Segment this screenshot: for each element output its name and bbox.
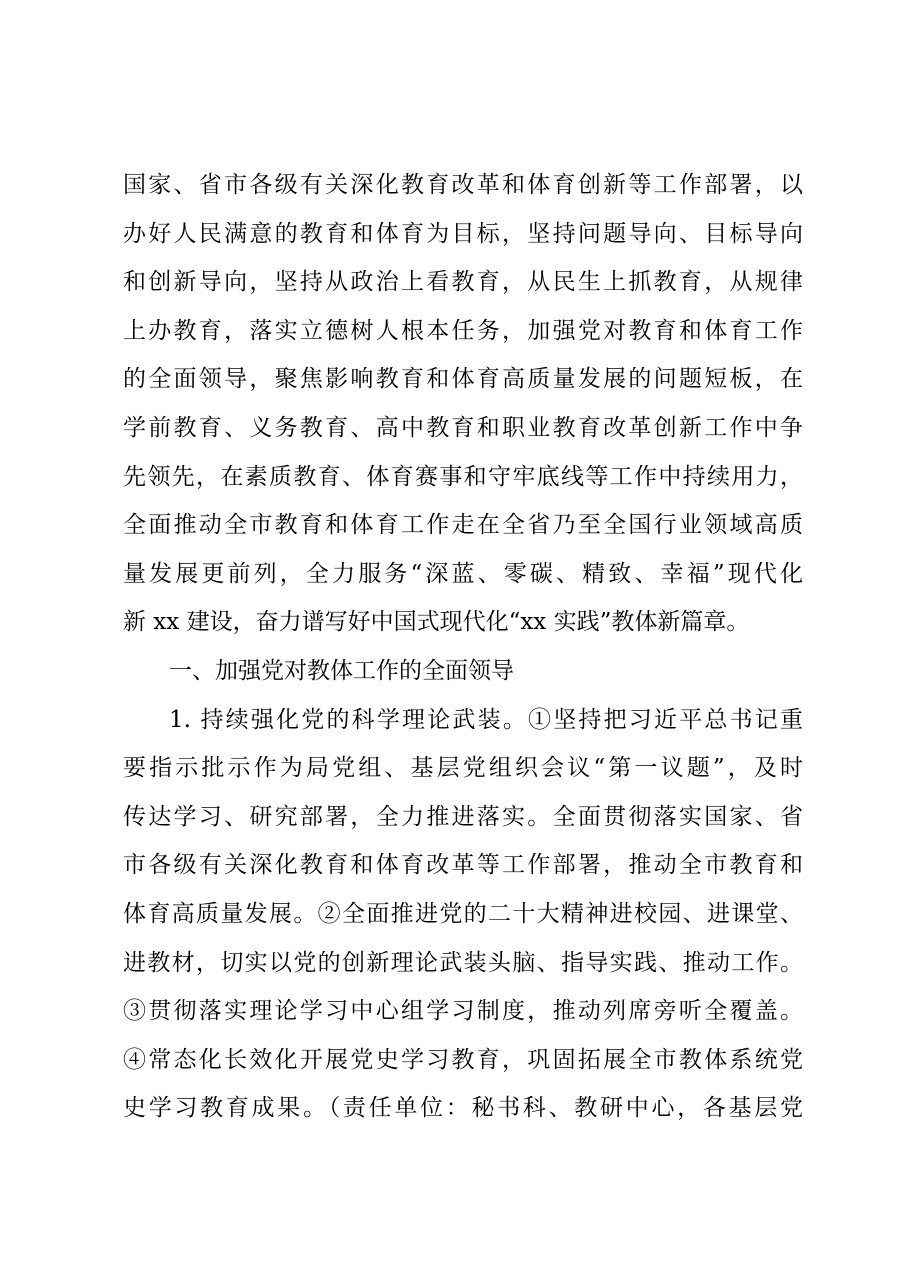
text-line: 全面推动全市教育和体育工作走在全省乃至全国行业领域高质 [123, 512, 803, 539]
text-line: 市各级有关深化教育和体育改革等工作部署，推动全市教育和 [123, 852, 803, 879]
document-body [123, 161, 803, 1133]
text-line: 1. 持续强化党的科学理论武装。①坚持把习近平总书记重 [169, 706, 803, 733]
text-line: 新 xx 建设，奋力谱写好中国式现代化“xx 实践”教体新篇章。 [123, 609, 750, 636]
section-heading [123, 647, 803, 696]
text-line: 传达学习、研究部署，全力推进落实。全面贯彻落实国家、省 [123, 803, 803, 830]
text-line: 体育高质量发展。②全面推进党的二十大精神进校园、进课堂、 [123, 900, 803, 927]
text-line: 进教材，切实以党的创新理论武装头脑、指导实践、推动工作。 [123, 949, 803, 976]
text-line: ④常态化长效化开展党史学习教育，巩固拓展全市教体系统党 [123, 1046, 803, 1073]
text-line: 要指示批示作为局党组、基层党组织会议“第一议题”，及时 [123, 755, 803, 782]
text-line: 的全面领导，聚焦影响教育和体育高质量发展的问题短板，在 [123, 366, 803, 393]
text-line: 先领先，在素质教育、体育赛事和守牢底线等工作中持续用力， [123, 463, 803, 490]
text-line: 史学习教育成果。（责任单位：秘书科、教研中心，各基层党 [123, 1095, 803, 1122]
text-line: 国家、省市各级有关深化教育改革和体育创新等工作部署，以 [123, 172, 803, 198]
text-line: 上办教育，落实立德树人根本任务，加强党对教育和体育工作 [123, 317, 803, 344]
heading-line: 一、加强党对教体工作的全面领导 [169, 657, 514, 684]
paragraph-intro [123, 161, 803, 647]
text-line: 学前教育、义务教育、高中教育和职业教育改革创新工作中争 [123, 414, 803, 441]
text-line: ③贯彻落实理论学习中心组学习制度，推动列席旁听全覆盖。 [123, 998, 803, 1025]
text-line: 办好人民满意的教育和体育为目标，坚持问题导向、目标导向 [123, 220, 803, 247]
text-line: 和创新导向，坚持从政治上看教育，从民生上抓教育，从规律 [123, 269, 803, 296]
text-line: 量发展更前列，全力服务“深蓝、零碳、精致、幸福”现代化 [123, 560, 803, 587]
paragraph-item-1 [123, 696, 803, 1133]
